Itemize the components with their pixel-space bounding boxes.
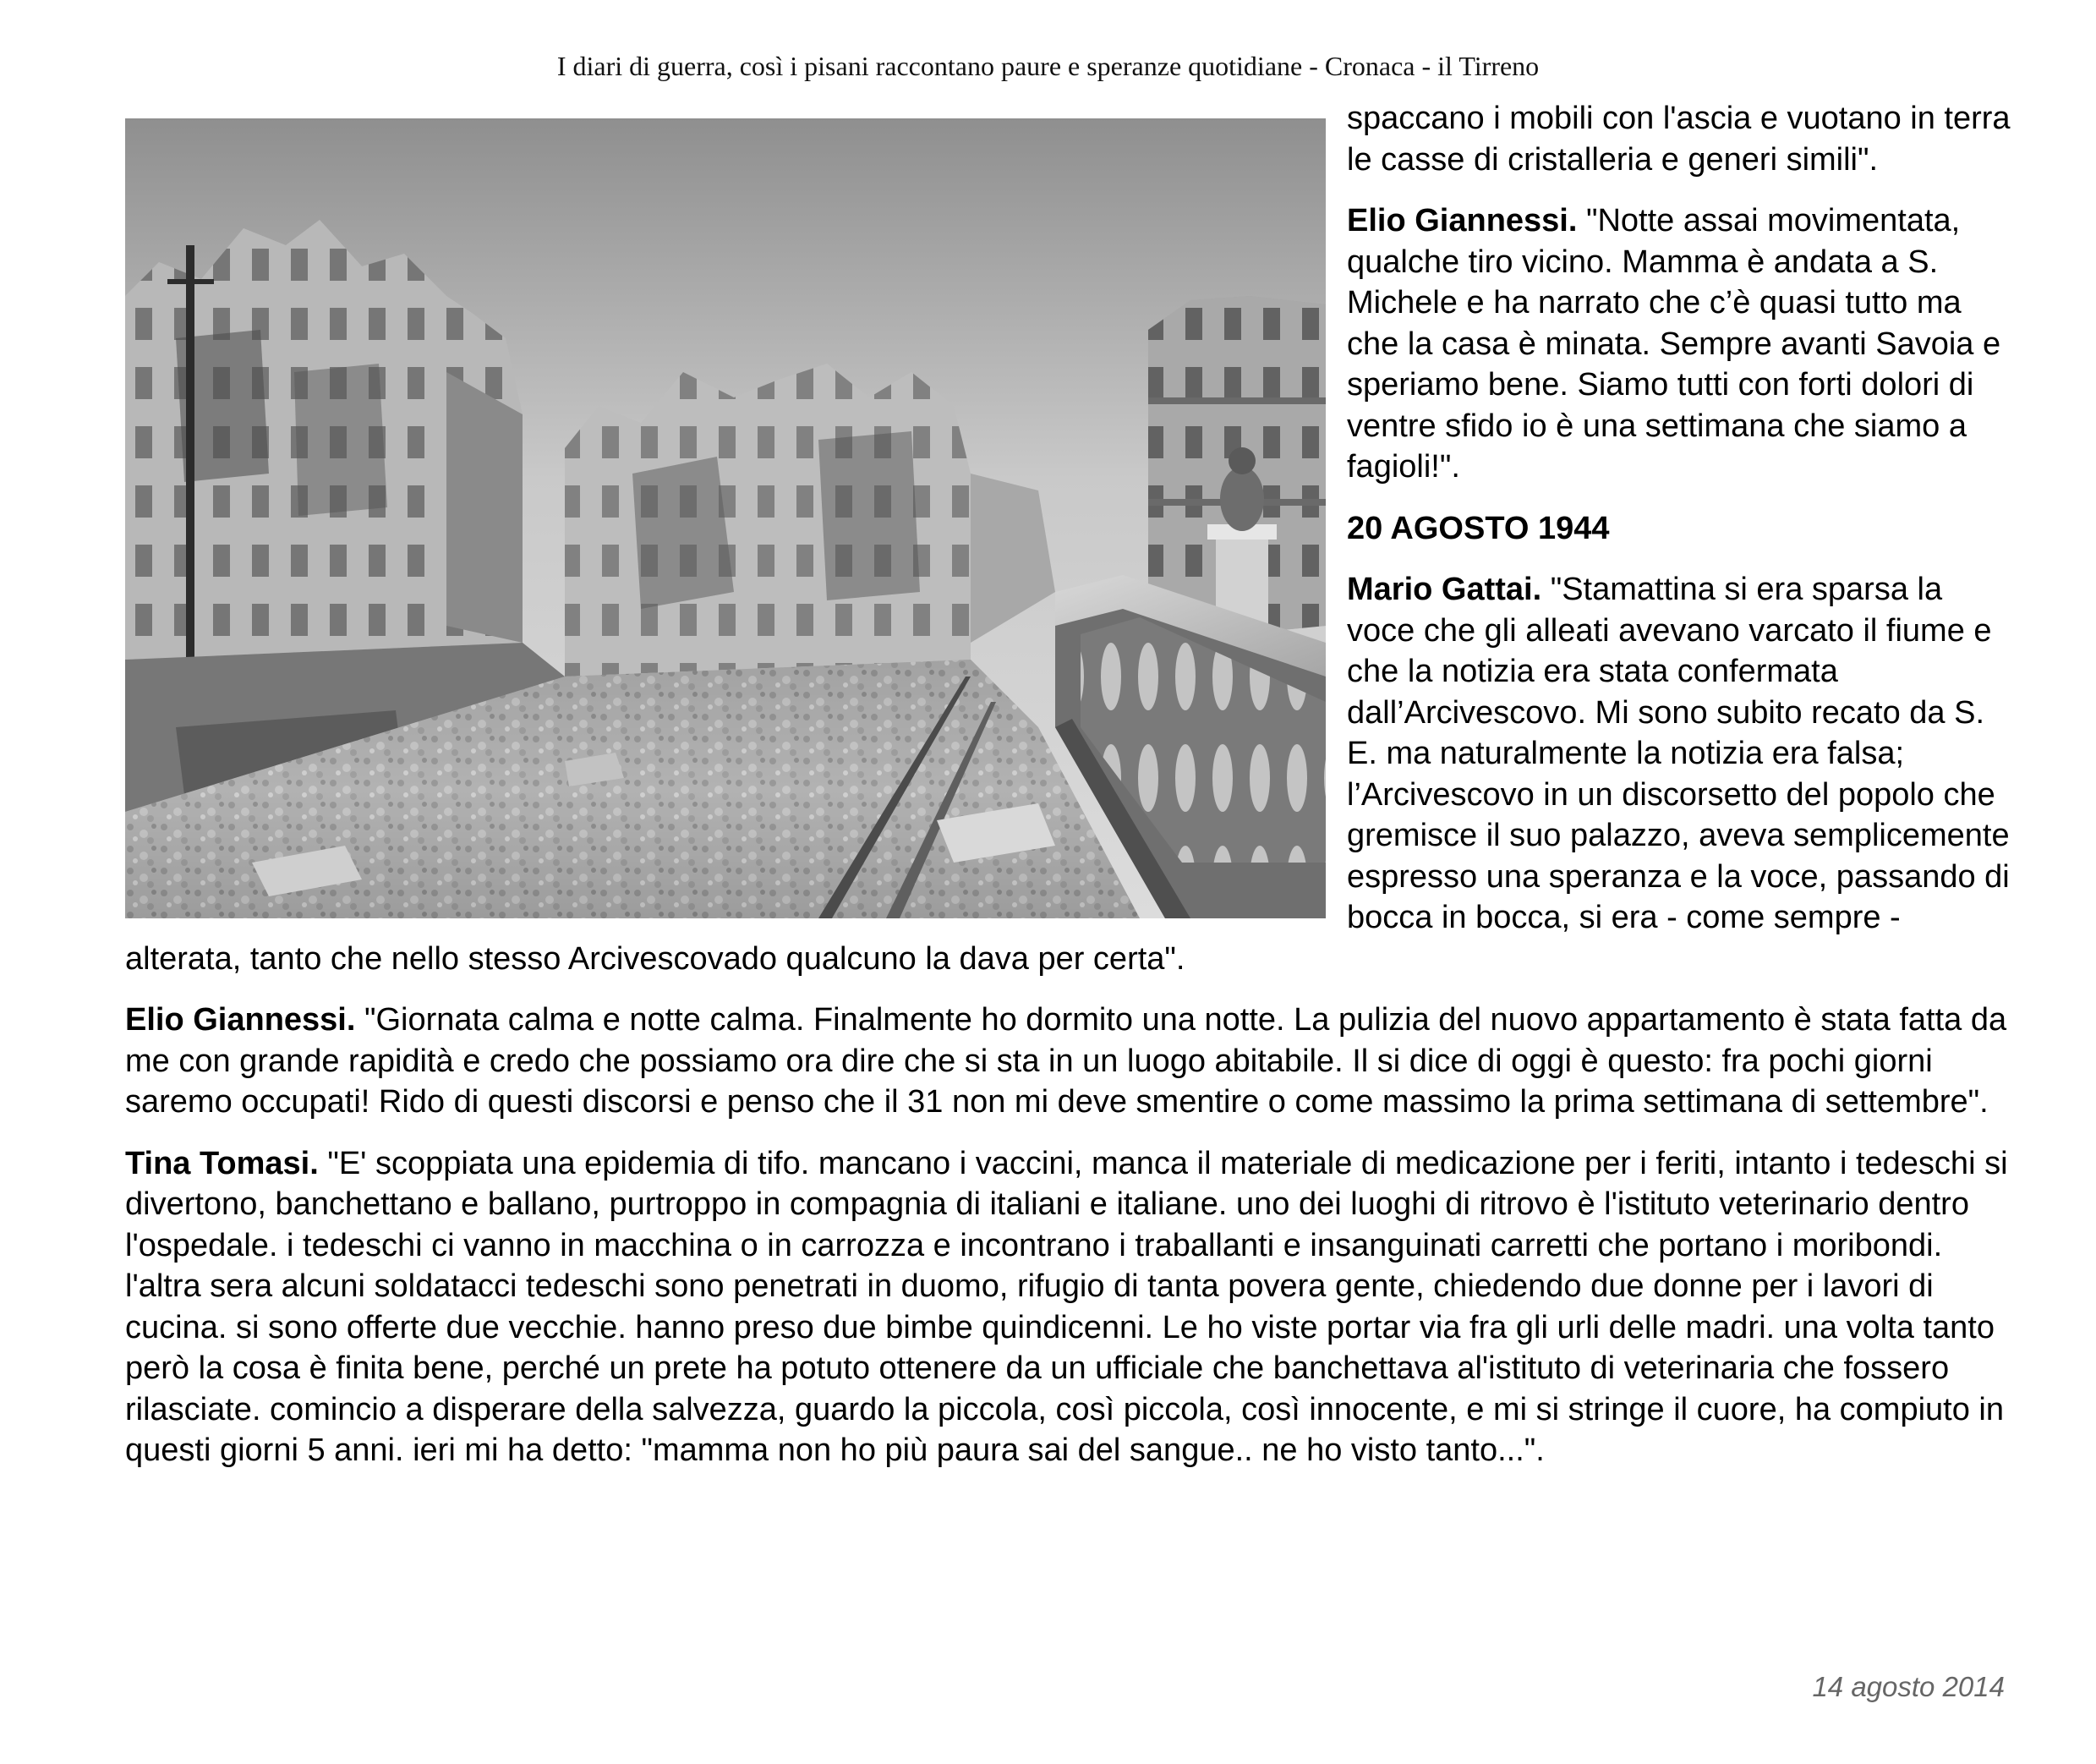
author-name: Elio Giannessi. <box>125 1002 356 1038</box>
entry-text: "Notte assai movimentata, qualche tiro vicino. Mamma è andata a S. Michele e ha narrato che c’è quasi tutto ma che la casa è minata. Sempre avanti Savoia e speriamo bene. Siamo tutti con forti dolori di ventre sfido io è una settimana che siamo a fagioli!". <box>1347 203 2001 485</box>
war-ruins-photo <box>125 118 1326 918</box>
author-name: Mario Gattai. <box>1347 572 1542 607</box>
article-body <box>125 98 2011 1492</box>
page-header-title: I diari di guerra, così i pisani raccontano paure e speranze quotidiane - Cronaca - il Tirreno <box>556 51 1540 81</box>
author-name: Elio Giannessi. <box>1347 203 1578 238</box>
entry-text: "Giornata calma e notte calma. Finalmente ho dormito una notte. La pulizia del nuovo appartamento è stata fatta da me con grande rapidità e credo che possiamo ora dire che si sta in un luogo abitabile. Il si dice di oggi è questo: fra pochi giorni saremo occupati! Rido di questi discorsi e penso che il 31 non mi deve smentire o come massimo la prima settimana di settembre". <box>125 1002 2007 1120</box>
publication-date: 14 agosto 2014 <box>1812 1671 2005 1702</box>
war-ruins-photo-drawing <box>125 118 1326 918</box>
date-heading-text: 20 AGOSTO 1944 <box>1347 510 1610 546</box>
entry-text: "Stamattina si era sparsa la voce che gli alleati avevano varcato il fiume e che la notizia era stata confermata dall’Arcivescovo. Mi sono subito recato da S. E. ma naturalmente la notizia era falsa; l’Arcivescovo in un discorsetto del popolo che gremisce il suo palazzo, aveva semplicemente espresso una speranza e la voce, passando di bocca in bocca, si era - come sempre - alterata, tanto che nello stesso Arcivescovado qualcuno la dava per certa". <box>125 572 2010 977</box>
diary-entry-tina-tomasi <box>125 1143 2011 1471</box>
author-name: Tina Tomasi. <box>125 1145 319 1181</box>
entry-text: "E' scoppiata una epidemia di tifo. mancano i vaccini, manca il materiale di medicazione per i feriti, intanto i tedeschi si divertono, banchettano e ballano, purtroppo in compagnia di italiani e italiane. uno dei luoghi di ritrovo è l'istituto veterinario dentro l'ospedale. i tedeschi ci vanno in macchina o in carrozza e incontrano i traballanti e insanguinati carretti che portano i moribondi. l'altra sera alcuni soldatacci tedeschi sono penetrati in duomo, rifugio di tanta povera gente, chiedendo due donne per i lavori di cucina. si sono offerte due vecchie. hanno preso due bimbe quindicenni. Le ho viste portar via fra gli urli delle madri. una volta tanto però la cosa è finita bene, perché un prete ha potuto ottenere da un ufficiale che banchettava al'istituto di veterinaria che fossero rilasciate. comincio a disperare della salvezza, guardo la piccola, così piccola, così innocente, e mi si stringe il cuore, ha compiuto in questi giorni 5 anni. ieri mi ha detto: "mamma non ho più paura sai del sangue.. ne ho visto tanto...". <box>125 1145 2008 1468</box>
paragraph-continuation-text: spaccano i mobili con l'ascia e vuotano in terra le casse di cristalleria e generi simili". <box>1347 101 2011 178</box>
diary-entry-elio-giannessi-2 <box>125 1000 2011 1123</box>
